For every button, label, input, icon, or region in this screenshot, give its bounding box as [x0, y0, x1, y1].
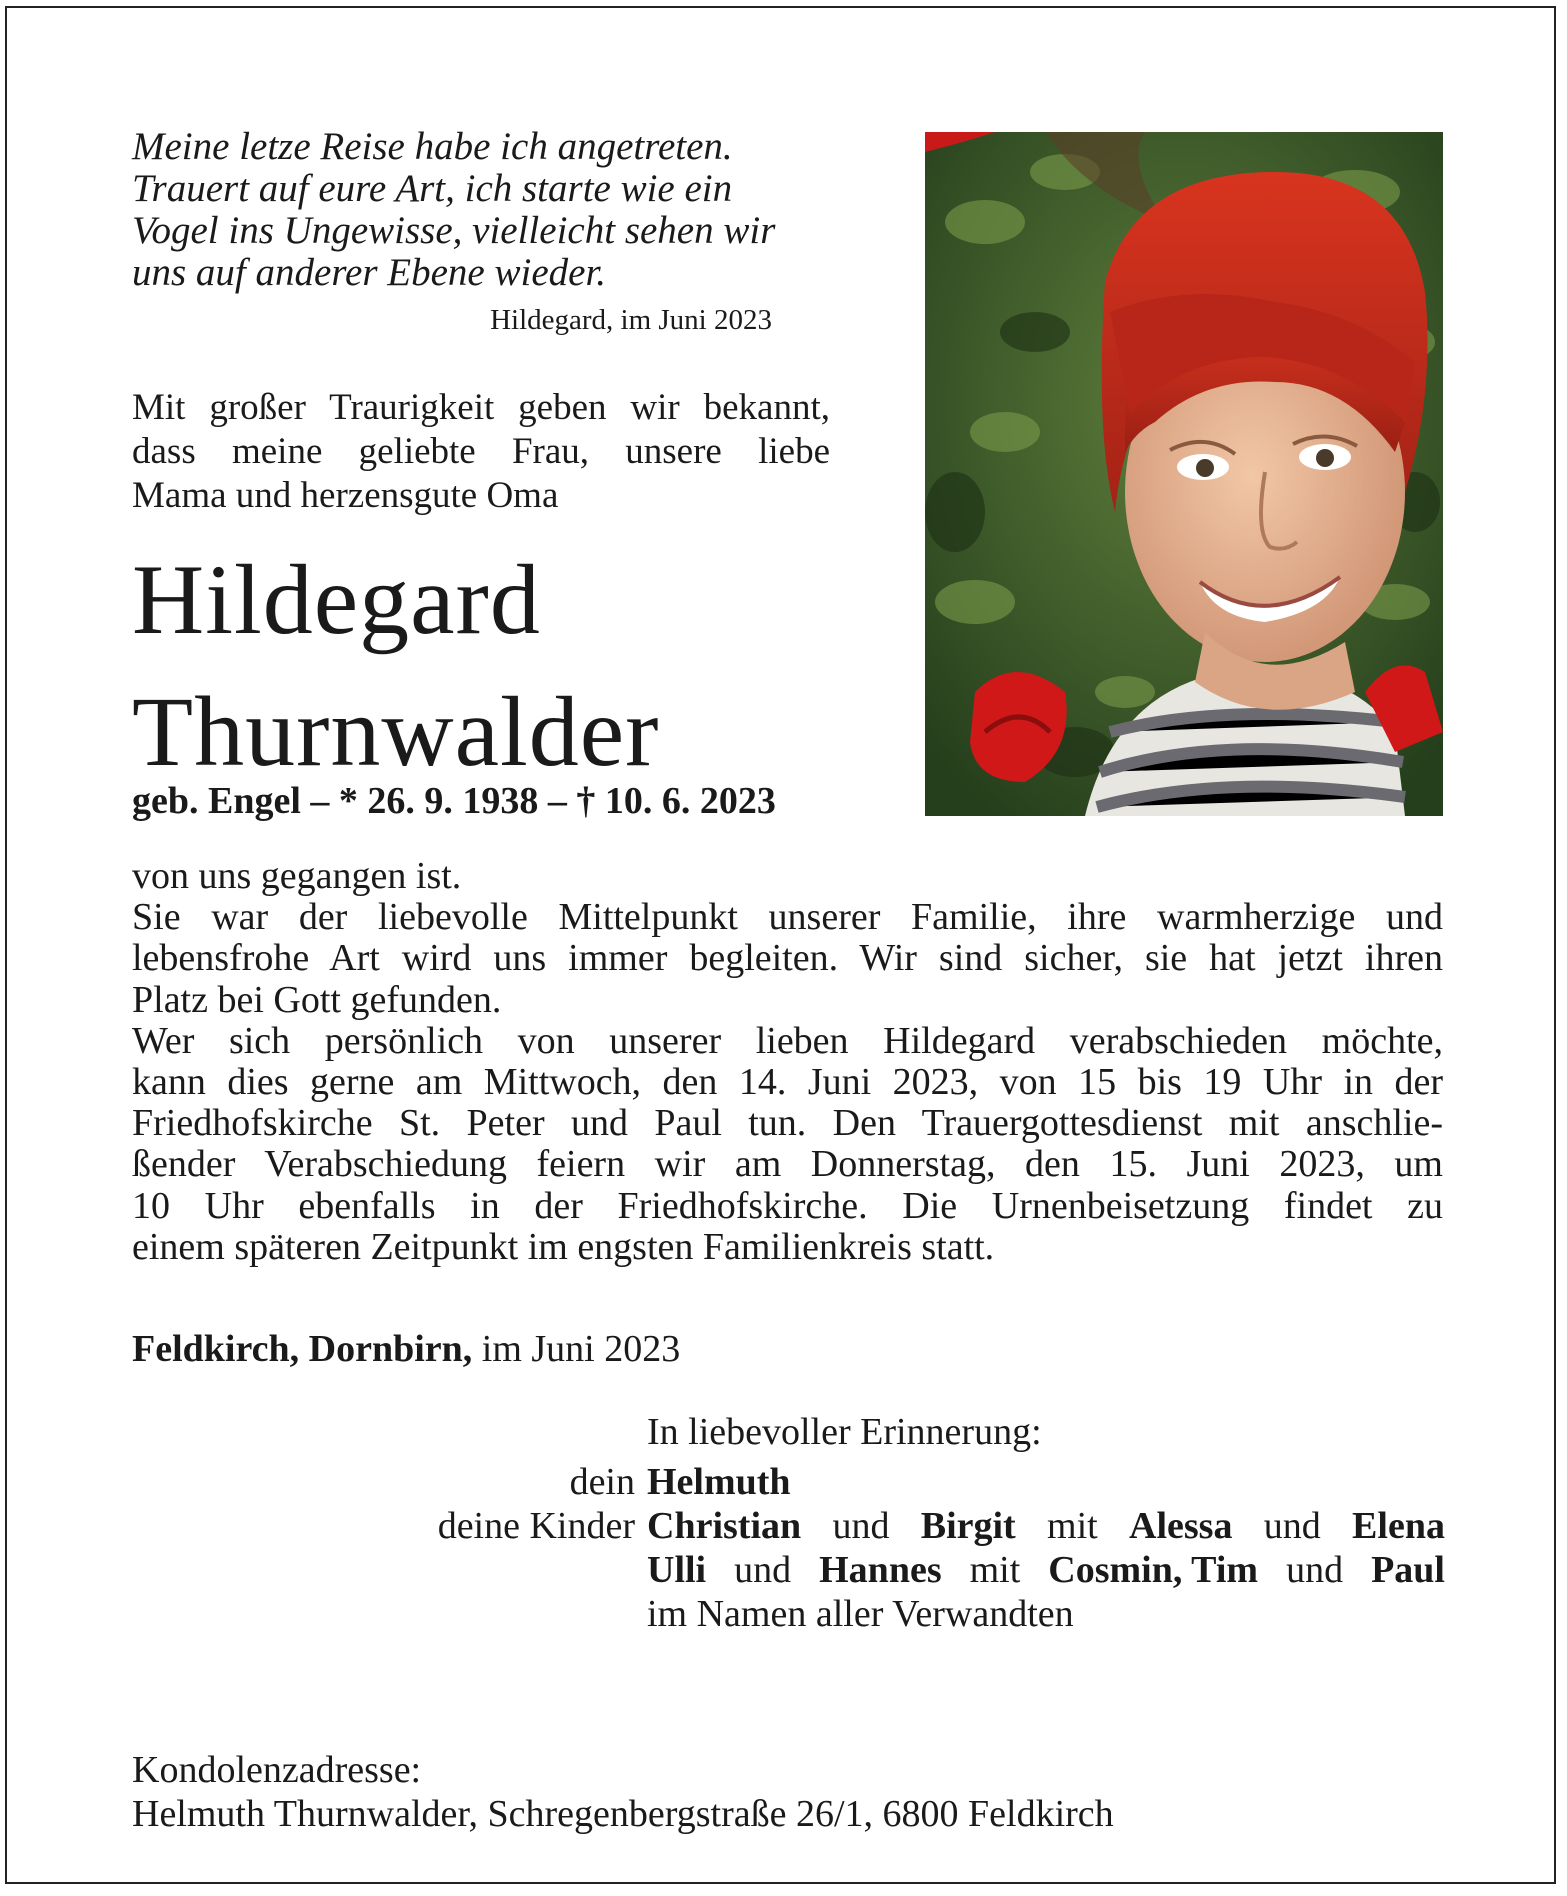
mourners-heading: In liebevoller Erinnerung: — [647, 1411, 1042, 1453]
body-line: Wer sich persönlich von unserer lieben Hildegard verabschieden möchte, — [132, 1019, 1443, 1062]
condolence-label: Kondolenzadresse: — [132, 1749, 422, 1791]
mourner-name: Hannes — [819, 1549, 942, 1591]
quote-line: Trauert auf eure Art, ich starte wie ein — [132, 167, 733, 210]
mourner-name: Alessa — [1129, 1505, 1233, 1547]
quote-signature: Hildegard, im Juni 2023 — [490, 304, 772, 336]
life-dates: geb. Engel – * 26. 9. 1938 – † 10. 6. 2023 — [132, 780, 776, 822]
body-line: ßender Verabschiedung feiern wir am Donnerstag, den 15. Juni 2023, um — [132, 1143, 1443, 1186]
mourner-name: Paul — [1371, 1549, 1445, 1591]
deceased-name — [132, 534, 812, 798]
obituary-page — [5, 6, 1556, 1884]
mourner-names — [647, 1504, 1445, 1548]
mourner-connector: und — [734, 1549, 792, 1591]
body-line: von uns gegangen ist. — [132, 855, 462, 897]
condolence-address — [132, 1748, 1332, 1836]
mourner-relation: deine Kinder — [437, 1505, 635, 1547]
body-line: kann dies gerne am Mittwoch, den 14. Juni 2023, von 15 bis 19 Uhr in der — [132, 1061, 1443, 1104]
body-line: 10 Uhr ebenfalls in der Friedhofskirche. Die Urnenbeisetzung findet zu — [132, 1184, 1443, 1227]
mourner-names — [647, 1548, 1445, 1592]
obituary-content — [7, 8, 1554, 1882]
quote-line: Meine letze Reise habe ich angetreten. — [132, 125, 733, 168]
mourner-connector: und — [1263, 1505, 1321, 1547]
mourner-row — [7, 1548, 1447, 1592]
body-line: Sie war der liebevolle Mittelpunkt unserer Familie, ihre warmherzige und — [132, 896, 1443, 939]
body-line: einem späteren Zeitpunkt im engsten Familienkreis statt. — [132, 1225, 995, 1268]
portrait-photo — [925, 132, 1443, 816]
mourner-name: Birgit — [920, 1505, 1016, 1547]
place-cities: Feldkirch, Dornbirn, — [132, 1328, 473, 1370]
deceased-first-name: Hildegard — [132, 544, 541, 655]
announcement-text — [132, 386, 830, 518]
mourner-name: Cosmin, Tim — [1048, 1549, 1259, 1591]
mourner-name: Elena — [1352, 1505, 1445, 1547]
mourner-row — [7, 1460, 1447, 1504]
announcement-line: Mama und herzensgute Oma — [132, 475, 559, 516]
mourner-row — [7, 1592, 1447, 1636]
mourner-relation: dein — [569, 1461, 635, 1503]
condolence-address-line: Helmuth Thurnwalder, Schregenbergstraße 26/1, 6800 Feldkirch — [132, 1793, 1114, 1835]
place-and-date — [132, 1326, 1032, 1372]
mourner-name: Christian — [647, 1505, 802, 1547]
place-date: im Juni 2023 — [481, 1328, 681, 1370]
announcement-line: dass meine geliebte Frau, unsere liebe — [132, 431, 830, 472]
obituary-body — [132, 856, 1443, 1268]
mourner-row — [7, 1504, 1447, 1548]
body-line: Friedhofskirche St. Peter und Paul tun. Den Trauergottesdienst mit anschlie- — [132, 1102, 1443, 1145]
announcement-line: Mit großer Traurigkeit geben wir bekannt, — [132, 387, 830, 428]
mourner-names — [647, 1460, 1445, 1504]
body-line: lebensfrohe Art wird uns immer begleiten. Wir sind sicher, sie hat jetzt ihren — [132, 937, 1443, 980]
mourner-connector: mit — [969, 1549, 1021, 1591]
mourner-connector: mit — [1047, 1505, 1098, 1547]
quote-line: uns auf anderer Ebene wieder. — [132, 251, 607, 294]
farewell-quote — [132, 126, 792, 294]
mourner-connector: und — [832, 1505, 890, 1547]
mourner-relatives: im Namen aller Verwandten — [647, 1593, 1074, 1635]
mourner-connector: und — [1286, 1549, 1344, 1591]
body-line: Platz bei Gott gefunden. — [132, 978, 502, 1021]
mourner-name: Helmuth — [647, 1461, 791, 1503]
quote-line: Vogel ins Ungewisse, vielleicht sehen wir — [132, 209, 776, 252]
portrait-illustration — [925, 132, 1443, 816]
mourner-name: Ulli — [647, 1549, 707, 1591]
deceased-last-name: Thurnwalder — [132, 676, 660, 787]
